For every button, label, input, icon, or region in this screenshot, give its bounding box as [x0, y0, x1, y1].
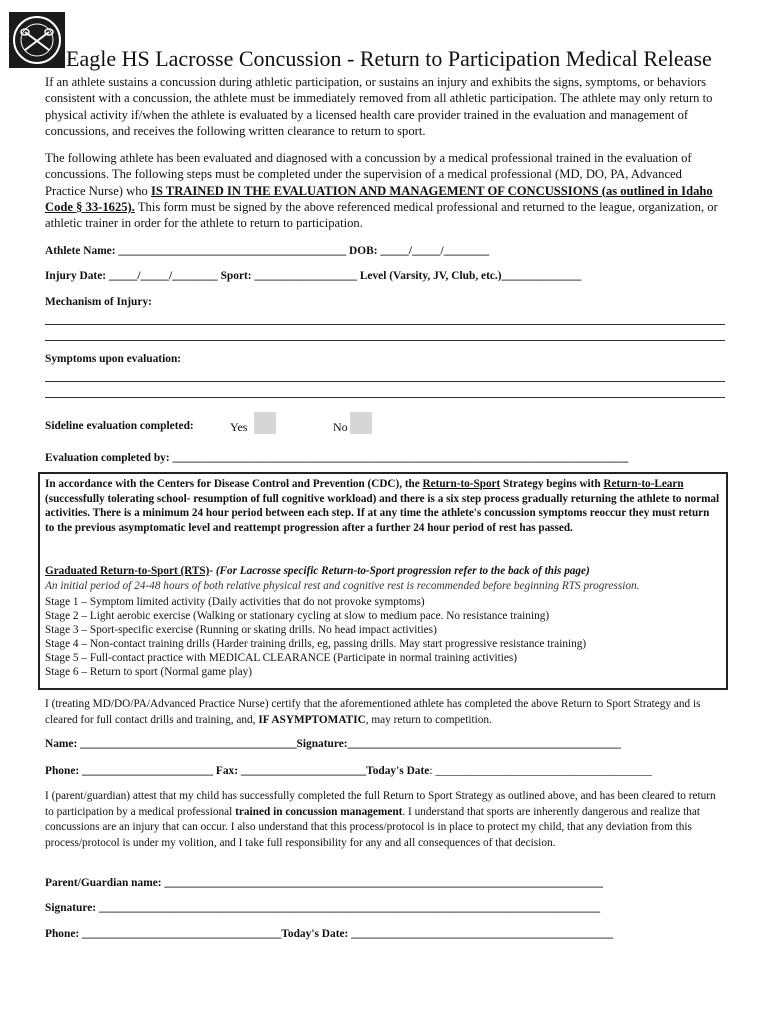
provider-date-blank: : ______________________________________: [429, 765, 652, 777]
cert-asymptomatic: IF ASYMPTOMATIC: [258, 713, 366, 726]
provider-certification: [45, 697, 725, 728]
parent-signature-line[interactable]: Signature: ________________________________________________________________________________________: [45, 902, 601, 914]
mechanism-label: Mechanism of Injury:: [45, 296, 152, 308]
eagle-lacrosse-logo: [9, 12, 65, 68]
provider-name-signature-line[interactable]: Name: ______________________________________Signature:________________________________________________: [45, 738, 621, 750]
parent-text-c: . I understand that sports are inherently dangerous and realize that concussions are an injury that can occur. I also understand that this process/protocol is in place to protect my child, that any deviation from this process/protocol is under my volition, and I take full responsibility for any and all consequences of that decision.: [45, 805, 701, 849]
intro-p2-idaho-code: IS TRAINED IN THE EVALUATION AND MANAGEMENT OF CONCUSSIONS (as outlined in Idaho Code § 33-1625).: [45, 183, 713, 214]
stage-4: Stage 4 – Non-contact training drills (Harder training drills, eg, passing drills. May start progressive resistance training): [45, 638, 587, 650]
cdc-text-c: (successfully tolerating school- resumption of full cognitive workload) and there is a six step process gradually returning the athlete to normal activities. There is a minimum 24 hour period between each step. If at any time the athlete's concussion symptoms reoccur they must return to the previous asymptomatic level and reattempt progression after a further 24 hour period of rest has passed.: [45, 492, 720, 534]
parent-attestation: [45, 789, 725, 851]
symptoms-line-2[interactable]: [45, 397, 725, 398]
injury-date-sport-line[interactable]: Injury Date: _____/_____/________ Sport: __________________ Level (Varsity, JV, Club, etc.)______________: [45, 270, 582, 282]
rts-rest-note: An initial period of 24-48 hours of both relative physical rest and cognitive rest is recommended before beginning RTS progression.: [45, 580, 640, 592]
intro-paragraph-2: [45, 150, 725, 231]
symptoms-line-1[interactable]: [45, 381, 725, 382]
stage-2: Stage 2 – Light aerobic exercise (Walking or stationary cycling at slow to medium pace. No resistance training): [45, 610, 550, 622]
parent-text-a: I (parent/guardian) attest that my child has successfully completed the full Return to Sport Strategy as outlined above, and has been cleared to return to participation by a medical professional: [45, 790, 716, 818]
cert-text-a: I (treating MD/DO/PA/Advanced Practice Nurse) certify that the aforementioned athlete has completed the above Return to Sport Strategy and is cleared for full contact drills and training, and,: [45, 698, 701, 726]
page-title: Eagle HS Lacrosse Concussion - Return to Participation Medical Release: [66, 46, 712, 71]
return-to-sport-term: Return-to-Sport: [422, 478, 501, 490]
stage-6: Stage 6 – Return to sport (Normal game play): [45, 666, 253, 678]
yes-label: Yes: [230, 420, 248, 434]
stage-3: Stage 3 – Sport-specific exercise (Running or skating drills. No head impact activities): [45, 624, 437, 636]
provider-phone-fax-date-text: Phone: _______________________ Fax: ______________________Today's Date: [45, 765, 430, 777]
evaluation-completed-line[interactable]: Evaluation completed by: ________________________________________________________________________________: [45, 452, 629, 464]
intro-p2-text-a: The following athlete has been evaluated and diagnosed with a concussion by a medical professional trained in the evaluation of concussions. The following steps must be completed under the supervision of a medical professional (MD, DO, PA, Advanced Practice Nurse) who: [45, 151, 692, 198]
cdc-text-a: In accordance with the Centers for Disease Control and Prevention (CDC), the: [45, 478, 423, 490]
yes-checkbox[interactable]: [254, 412, 276, 434]
provider-phone-fax-date-line[interactable]: [45, 765, 652, 777]
stage-1: Stage 1 – Symptom limited activity (Daily activities that do not provoke symptoms): [45, 596, 425, 608]
athlete-name-dob-line[interactable]: Athlete Name: ________________________________________ DOB: _____/_____/________: [45, 245, 490, 257]
parent-name-line[interactable]: Parent/Guardian name: _____________________________________________________________________________: [45, 877, 603, 889]
mechanism-line-1[interactable]: [45, 324, 725, 325]
rts-heading-line: [45, 565, 590, 577]
stage-5: Stage 5 – Full-contact practice with MEDICAL CLEARANCE (Participate in normal training activities): [45, 652, 518, 664]
intro-paragraph-1: If an athlete sustains a concussion during athletic participation, or sustains an injury and exhibits the signs, symptoms, or behaviors consistent with a concussion, the athlete must be immediately removed from all athletic participation. The athlete may only return to physical activity if/when the athlete is evaluated by a licensed health care provider trained in the evaluation and management of concussions, and receives the following written clearance to return to sport.: [45, 75, 713, 138]
cdc-text-b: Strategy begins with: [500, 478, 604, 490]
parent-trained-term: trained in concussion management: [235, 805, 403, 818]
symptoms-label: Symptoms upon evaluation:: [45, 353, 182, 365]
sideline-label: Sideline evaluation completed:: [45, 420, 194, 432]
cdc-paragraph: [45, 477, 721, 535]
no-label: No: [333, 420, 348, 434]
return-to-learn-term: Return-to-Learn: [603, 478, 684, 490]
no-checkbox[interactable]: [350, 412, 372, 434]
parent-phone-date-line[interactable]: Phone: ___________________________________Today's Date: ______________________________________________: [45, 928, 614, 940]
intro-p2-text-b: This form must be signed by the above referenced medical professional and returned to the league, organization, or athletic trainer in order for the athlete to return to participation.: [45, 199, 718, 231]
mechanism-line-2[interactable]: [45, 340, 725, 341]
cert-text-c: , may return to competition.: [365, 713, 492, 726]
rts-heading: Graduated Return-to-Sport (RTS): [45, 565, 210, 577]
rts-note: - (For Lacrosse specific Return-to-Sport progression refer to the back of this page): [209, 565, 590, 577]
